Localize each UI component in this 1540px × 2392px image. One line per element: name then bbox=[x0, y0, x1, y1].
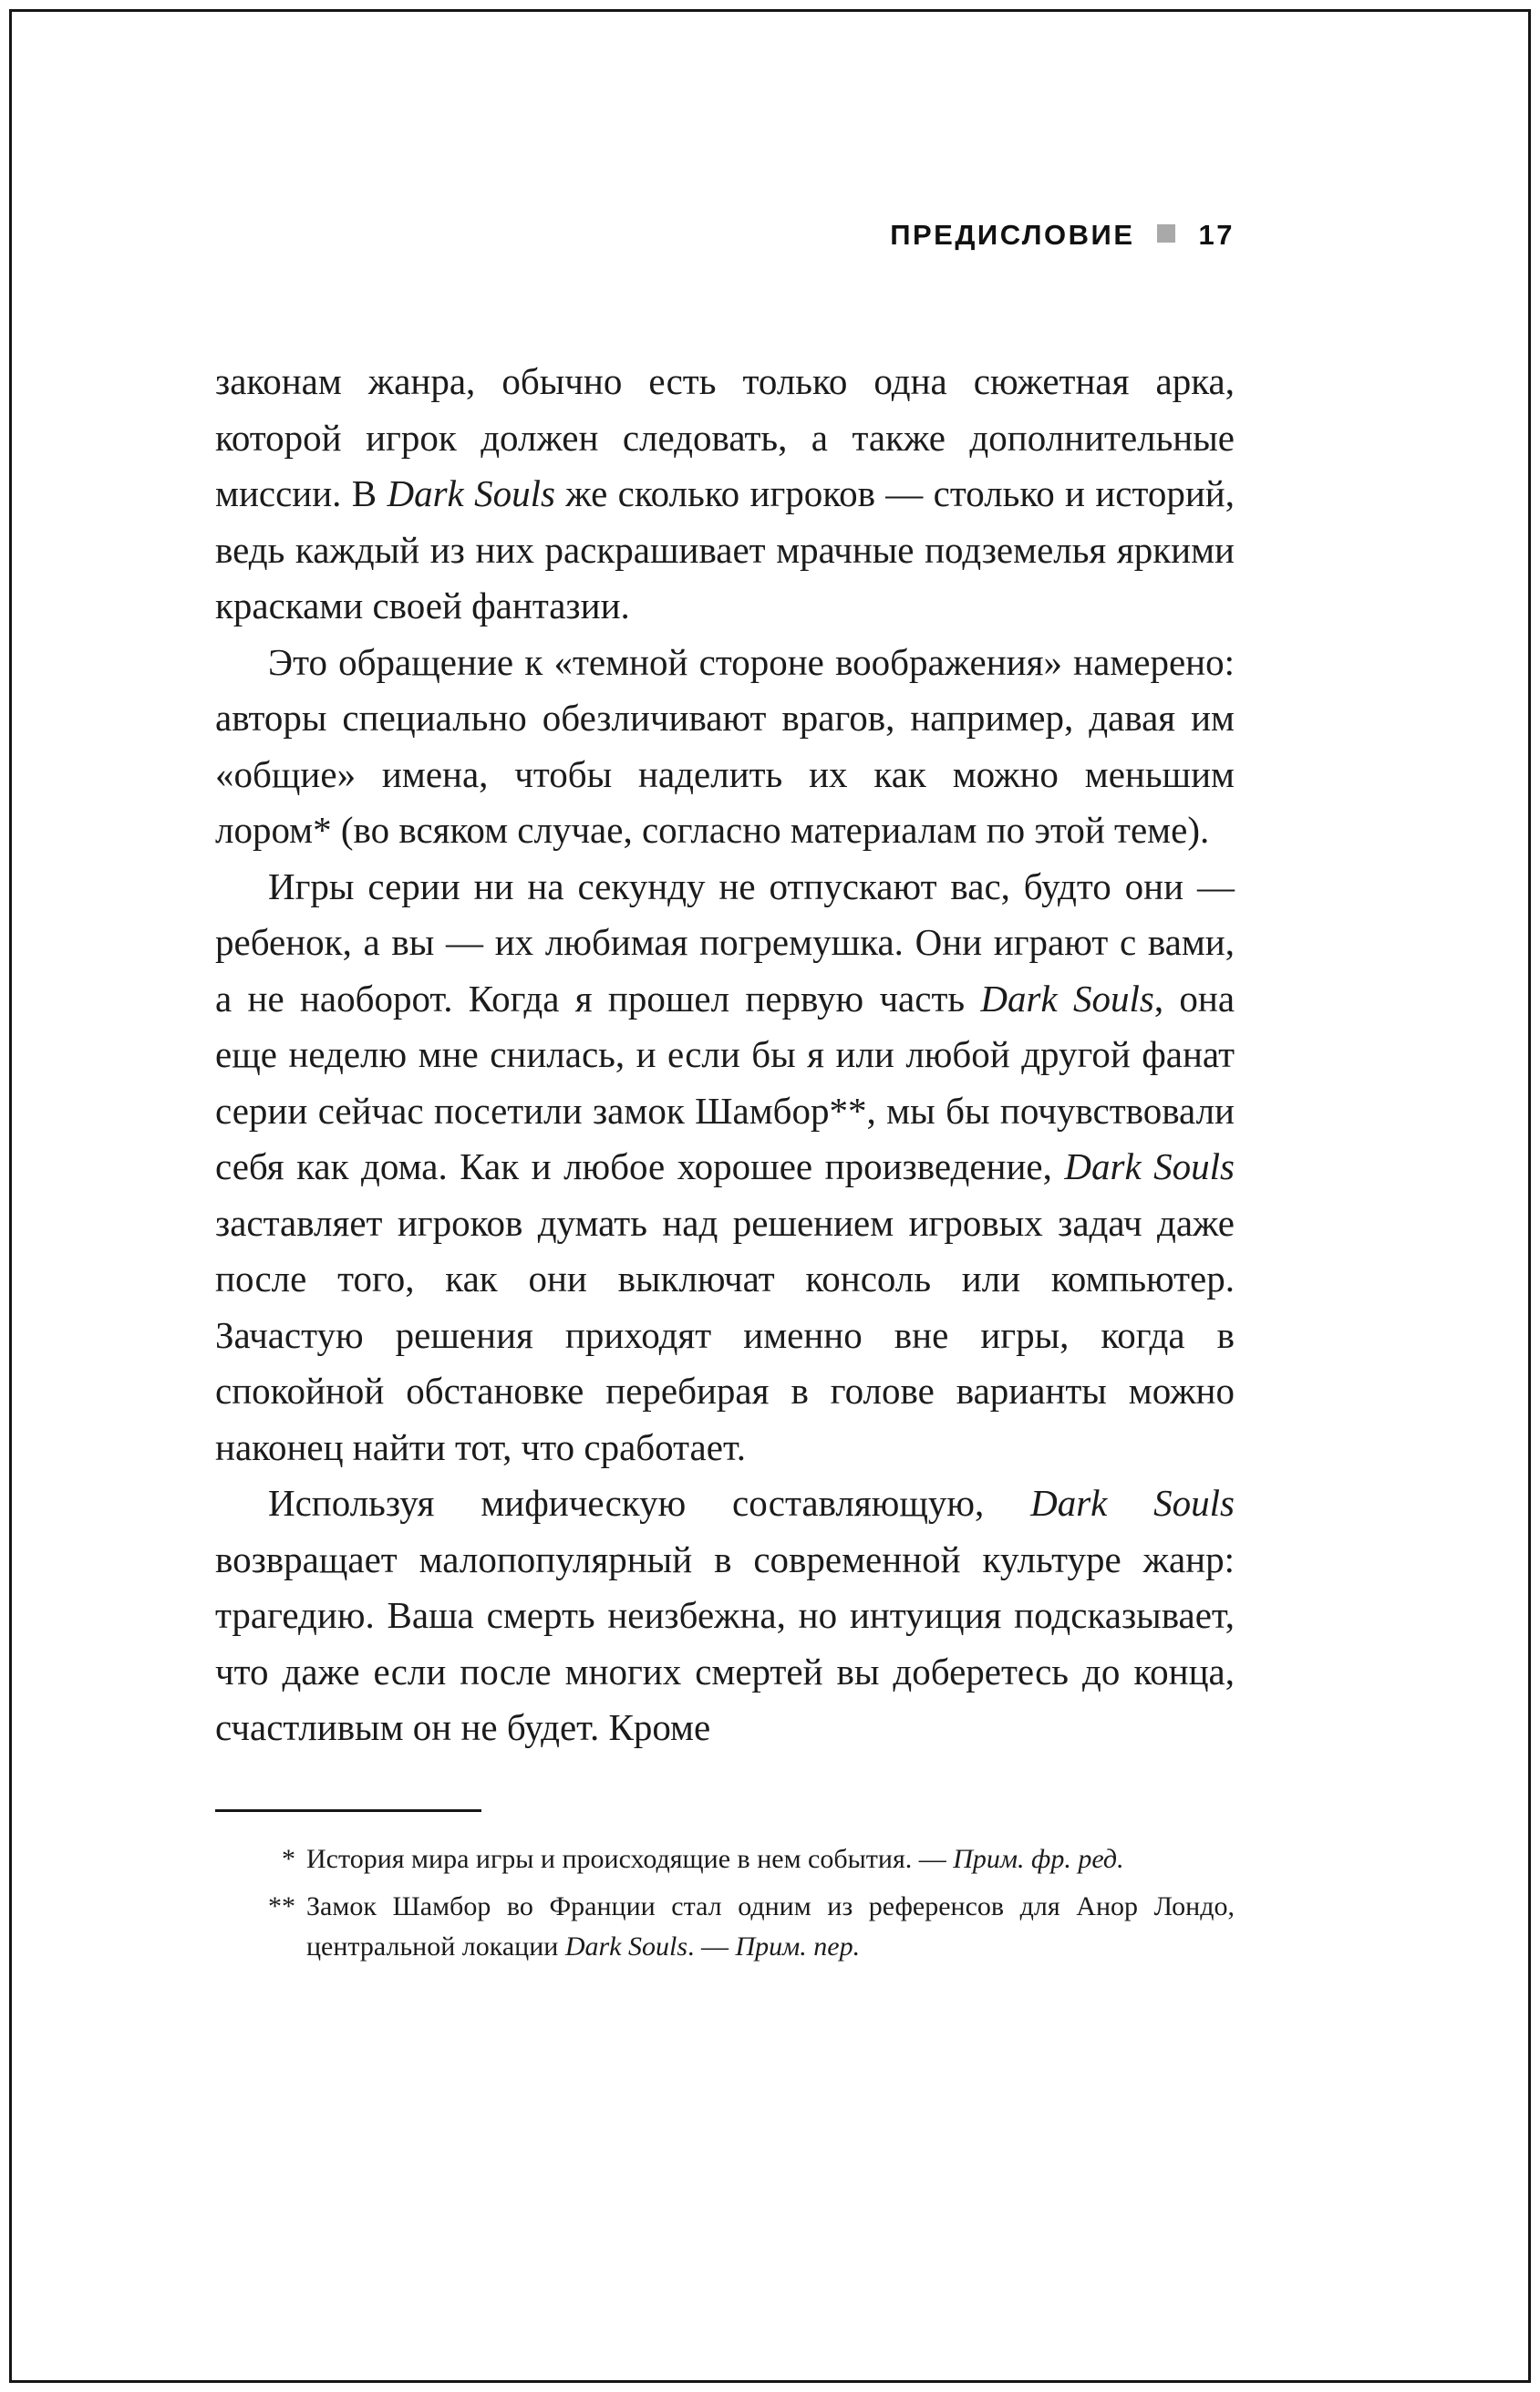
italic-run: Прим. фр. ред. bbox=[953, 1843, 1124, 1874]
italic-run: Dark Souls bbox=[387, 472, 555, 514]
paragraphs bbox=[215, 354, 1235, 1756]
italic-run: Dark Souls bbox=[980, 977, 1154, 1020]
italic-run: Dark Souls bbox=[1064, 1145, 1235, 1187]
text-run: заставляет игроков думать над решением игровых задач даже после того, как они выключат консоль или компьютер. Зачастую решения приходят именно вне игры, когда в спокойной обстановке перебирая в голове варианты можно наконец найти тот, что сработает. bbox=[215, 1201, 1235, 1468]
footnote-marker: * bbox=[282, 1843, 295, 1874]
paragraph bbox=[215, 354, 1235, 635]
italic-run: Прим. пер. bbox=[735, 1931, 861, 1962]
footnote-item bbox=[215, 1887, 1235, 1967]
text-run: История мира игры и происходящие в нем события. — bbox=[306, 1843, 954, 1874]
footnotes-section bbox=[215, 1809, 1235, 1967]
footnote-rule bbox=[215, 1809, 481, 1812]
text-run: Игры серии ни на секунду не отпускают вас, будто они — ребенок, а вы — их любимая погремушка. Они играют с вами, а не наоборот. Когда я прошел первую часть bbox=[215, 865, 1235, 1020]
paragraph bbox=[215, 859, 1235, 1476]
page-number: 17 bbox=[1198, 219, 1235, 251]
text-run: , она еще неделю мне снилась, и если бы я или любой другой фанат серии сейчас посетили замок Шамбор**, мы бы почувствовали себя как дома. Как и любое хорошее произведение, bbox=[215, 977, 1235, 1187]
text-run: . — bbox=[687, 1931, 736, 1962]
footnote-marker: ** bbox=[268, 1890, 295, 1921]
footnotes-list bbox=[215, 1839, 1235, 1967]
text-run: законам жанра, обычно есть только одна сюжетная арка, которой игрок должен следовать, а также дополнительные миссии. В bbox=[215, 360, 1235, 514]
italic-run: Dark Souls bbox=[1030, 1482, 1235, 1524]
paragraph bbox=[215, 1476, 1235, 1756]
italic-run: Dark Souls bbox=[564, 1931, 687, 1962]
text-run: Используя мифическую составляющую, bbox=[268, 1482, 1031, 1524]
separator-square-icon bbox=[1157, 224, 1175, 243]
body-text-block bbox=[215, 354, 1235, 1967]
footnote-item bbox=[215, 1839, 1235, 1879]
footnote-text bbox=[306, 1839, 1235, 1879]
paragraph bbox=[215, 635, 1235, 859]
text-run: Это обращение к «темной стороне воображения» намерено: авторы специально обезличивают врагов, например, давая им «общие» имена, чтобы наделить их как можно меньшим лором* (во всяком случае, согласно материалам по этой теме). bbox=[215, 640, 1235, 851]
page-header bbox=[215, 219, 1235, 252]
chapter-running-head: ПРЕДИСЛОВИЕ bbox=[890, 219, 1135, 251]
footnote-text bbox=[306, 1887, 1235, 1967]
text-run: же сколько игроков — столько и историй, ведь каждый из них раскрашивает мрачные подземелья яркими красками своей фантазии. bbox=[215, 472, 1235, 626]
text-run: возвращает малопопулярный в современной культуре жанр: трагедию. Ваша смерть неизбежна, но интуиция подсказывает, что даже если после многих смертей вы доберетесь до конца, счастливым он не будет. Кроме bbox=[215, 1538, 1235, 1748]
text-run: Замок Шамбор во Франции стал одним из референсов для Анор Лондо, центральной локации bbox=[306, 1890, 1235, 1962]
